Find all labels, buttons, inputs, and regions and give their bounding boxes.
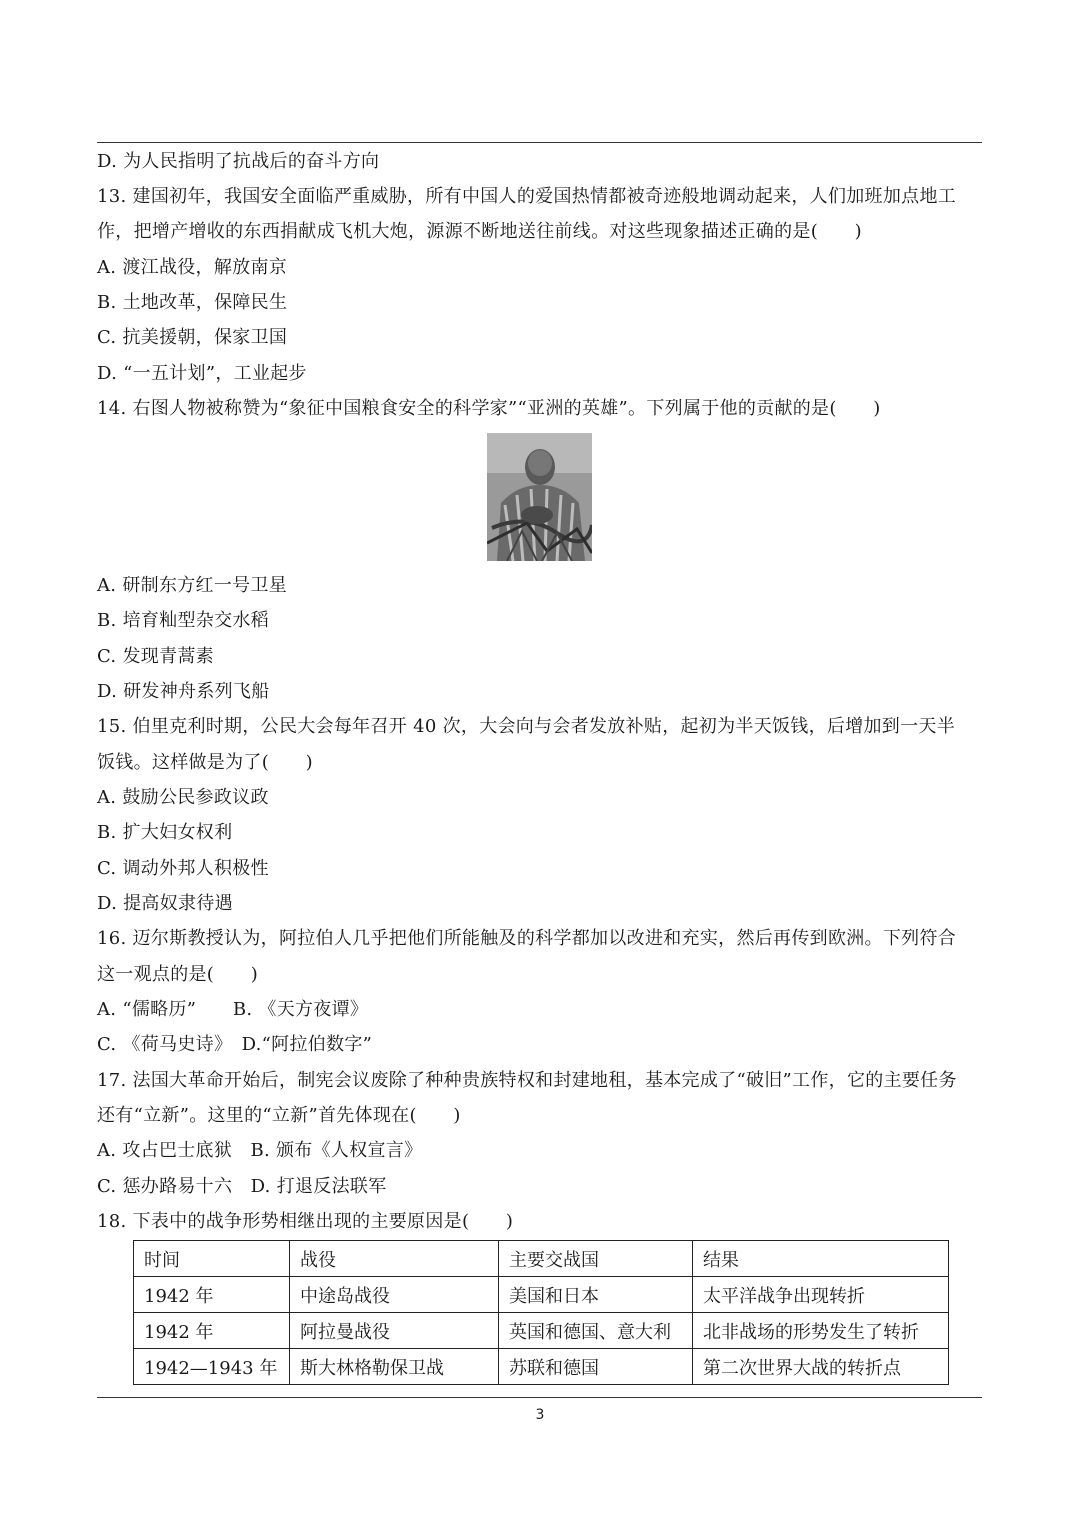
table-cell: 苏联和德国 — [499, 1349, 693, 1385]
options-16-cd: C. 《荷马史诗》 D.“阿拉伯数字” — [97, 1034, 373, 1055]
table-cell: 斯大林格勒保卫战 — [290, 1349, 499, 1385]
option-13-c: C. 抗美援朝，保家卫国 — [97, 327, 288, 348]
option-15-b: B. 扩大妇女权利 — [97, 822, 233, 843]
table-row — [134, 1349, 949, 1385]
option-13-d: D. “一五计划”，工业起步 — [97, 363, 307, 384]
option-15-c: C. 调动外邦人积极性 — [97, 858, 269, 879]
table-cell: 1942—1943 年 — [134, 1349, 290, 1385]
table-header-cell: 时间 — [134, 1241, 290, 1277]
scientist-photo — [487, 433, 592, 561]
table-header-cell: 主要交战国 — [499, 1241, 693, 1277]
table-cell: 太平洋战争出现转折 — [693, 1277, 949, 1313]
question-15-line-1: 15. 伯里克利时期，公民大会每年召开 40 次，大会向与会者发放补贴，起初为半天饭钱，后增加到一天半 — [97, 716, 955, 737]
question-18: 18. 下表中的战争形势相继出现的主要原因是( ) — [97, 1211, 514, 1232]
question-14-line-1: 14. 右图人物被称赞为“象征中国粮食安全的科学家”“亚洲的英雄”。下列属于他的贡献的是( ) — [97, 398, 881, 419]
question-15-line-2: 饭钱。这样做是为了( ) — [97, 752, 313, 773]
option-13-a: A. 渡江战役，解放南京 — [97, 257, 288, 278]
table-cell: 第二次世界大战的转折点 — [693, 1349, 949, 1385]
options-16-ab: A. “儒略历” B. 《天方夜谭》 — [97, 999, 369, 1020]
option-14-c: C. 发现青蒿素 — [97, 646, 214, 667]
table-header-row — [134, 1241, 949, 1277]
table-row — [134, 1313, 949, 1349]
header-rule — [97, 142, 982, 143]
table-cell: 英国和德国、意大利 — [499, 1313, 693, 1349]
question-17-line-1: 17. 法国大革命开始后，制宪会议废除了种种贵族特权和封建地租，基本完成了“破旧”工作，它的主要任务 — [97, 1070, 957, 1091]
option-13-b: B. 土地改革，保障民生 — [97, 292, 288, 313]
table-cell: 北非战场的形势发生了转折 — [693, 1313, 949, 1349]
table-row — [134, 1277, 949, 1313]
table-header-cell: 结果 — [693, 1241, 949, 1277]
page-number: 3 — [535, 1407, 545, 1423]
footer-rule — [97, 1397, 982, 1398]
option-14-b: B. 培育籼型杂交水稻 — [97, 610, 269, 631]
table-cell: 1942 年 — [134, 1313, 290, 1349]
question-13-line-1: 13. 建国初年，我国安全面临严重威胁，所有中国人的爱国热情都被奇迹般地调动起来，人们加班加点地工 — [97, 186, 957, 207]
option-12-d: D. 为人民指明了抗战后的奋斗方向 — [97, 151, 380, 172]
question-13-line-2: 作，把增产增收的东西捐献成飞机大炮，源源不断地送往前线。对这些现象描述正确的是( ) — [97, 221, 862, 242]
battles-table — [133, 1240, 949, 1385]
option-14-d: D. 研发神舟系列飞船 — [97, 681, 270, 702]
table-cell: 美国和日本 — [499, 1277, 693, 1313]
table-cell: 阿拉曼战役 — [290, 1313, 499, 1349]
table-header-cell: 战役 — [290, 1241, 499, 1277]
option-15-d: D. 提高奴隶待遇 — [97, 893, 233, 914]
question-17-line-2: 还有“立新”。这里的“立新”首先体现在( ) — [97, 1105, 461, 1126]
options-17-ab: A. 攻占巴士底狱 B. 颁布《人权宣言》 — [97, 1140, 423, 1161]
option-15-a: A. 鼓励公民参政议政 — [97, 787, 269, 808]
question-16-line-1: 16. 迈尔斯教授认为，阿拉伯人几乎把他们所能触及的科学都加以改进和充实，然后再传到欧洲。下列符合 — [97, 928, 957, 949]
table-cell: 中途岛战役 — [290, 1277, 499, 1313]
option-14-a: A. 研制东方红一号卫星 — [97, 575, 288, 596]
table-cell: 1942 年 — [134, 1277, 290, 1313]
question-16-line-2: 这一观点的是( ) — [97, 964, 259, 985]
options-17-cd: C. 惩办路易十六 D. 打退反法联军 — [97, 1176, 387, 1197]
